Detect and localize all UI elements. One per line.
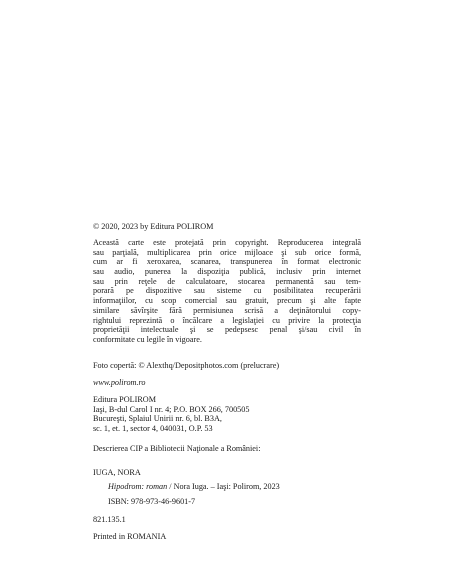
address-line: sc. 1, et. 1, sector 4, 040031, O.P. 53	[93, 424, 213, 434]
address-line: Bucureşti, Splaiul Unirii nr. 6, bl. B3A,	[93, 414, 222, 424]
copyright-notice: © 2020, 2023 by Editura POLIROM	[93, 222, 214, 231]
rights-line: Această carte este protejată prin copyright. Reproducerea integrală	[93, 238, 361, 247]
cover-photo-credit: Foto copertă: © Alexthq/Depositphotos.com (prelucrare)	[93, 361, 280, 370]
rights-line: proprietăţii intelectuale şi se pedepsesc penal şi/sau civil în	[93, 325, 361, 335]
rights-line: sau prin reţele de calculatoare, stocarea permanentă sau tem-	[93, 276, 361, 286]
rights-line: sau parţială, multiplicarea prin orice mijloace şi sub orice formă,	[93, 247, 361, 257]
rights-line: informaţiilor, cu scop comercial sau gratuit, precum şi alte fapte	[93, 296, 361, 306]
publisher-address	[93, 395, 361, 434]
rights-line: sau audio, punerea la dispoziţia publică, inclusiv prin internet	[93, 267, 361, 277]
rights-line: conformitate cu legile în vigoare.	[93, 334, 202, 344]
udc-code: 821.135.1	[93, 515, 126, 524]
rights-line: similare săvîrşite fără permisiunea scrisă a deţinătorului copy-	[93, 305, 361, 315]
rights-line: rightului reprezintă o încălcare a legislaţiei cu privire la protecţia	[93, 315, 361, 325]
rights-line: cum ar fi xeroxarea, scanarea, transpunerea în format electronic	[93, 257, 361, 267]
cip-author: IUGA, NORA	[93, 468, 141, 477]
cip-heading: Descrierea CIP a Bibliotecii Naţionale a României:	[93, 444, 261, 453]
cip-title-rest: / Nora Iuga. – Iaşi: Polirom, 2023	[167, 482, 280, 491]
address-line: Editura POLIROM	[93, 395, 156, 404]
address-line: Iaşi, B-dul Carol I nr. 4; P.O. BOX 266, 700505	[93, 404, 250, 414]
publisher-website: www.polirom.ro	[93, 378, 146, 387]
rights-line: porară pe dispozitive sau sisteme cu posibilitatea recuperării	[93, 286, 361, 296]
printed-in: Printed in ROMANIA	[93, 532, 167, 541]
cip-title-italic: Hipodrom: roman	[108, 482, 168, 491]
cip-title	[108, 482, 376, 491]
rights-paragraph	[93, 238, 361, 345]
isbn: ISBN: 978-973-46-9601-7	[108, 497, 196, 506]
